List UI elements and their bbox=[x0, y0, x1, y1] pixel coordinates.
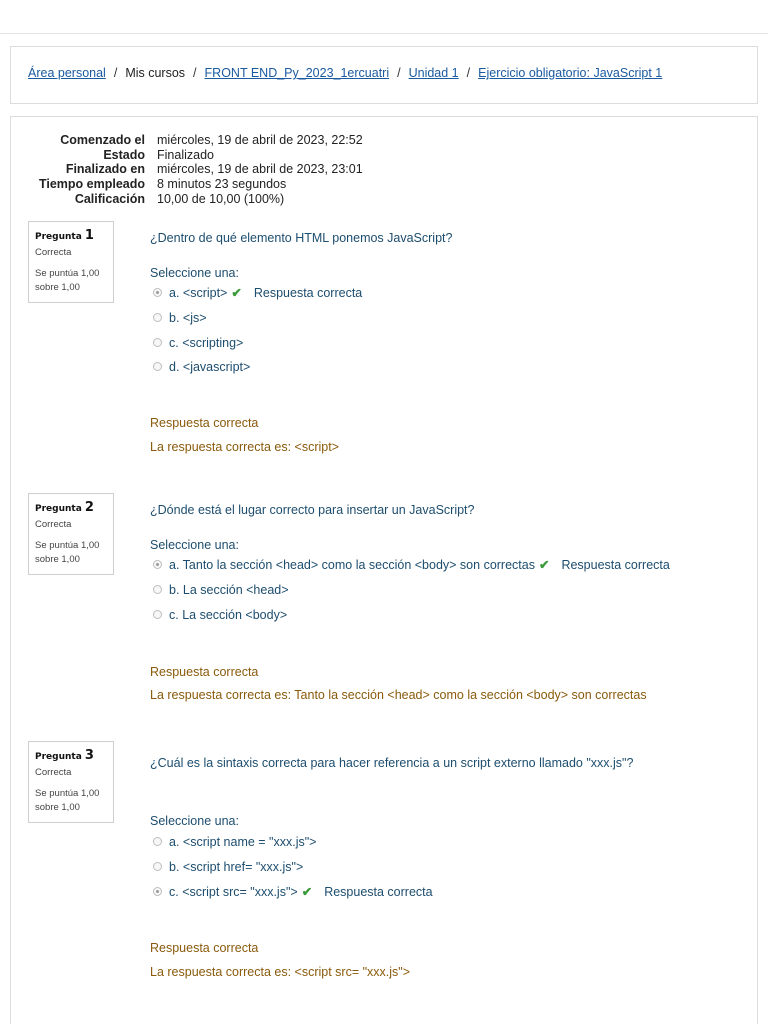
answer-option[interactable]: a. <script name = "xxx.js"> bbox=[153, 834, 316, 850]
breadcrumb-separator: / bbox=[397, 66, 401, 80]
question-number: Pregunta 3 bbox=[35, 748, 94, 763]
breadcrumb-course[interactable]: FRONT END_Py_2023_1ercuatri bbox=[204, 66, 390, 80]
radio-icon[interactable] bbox=[153, 288, 162, 297]
question-grade: Se puntúa 1,00 sobre 1,00 bbox=[35, 788, 100, 813]
answer-prompt: Seleccione una: bbox=[150, 538, 239, 552]
answer-option[interactable]: b. <js> bbox=[153, 310, 207, 326]
answer-prompt: Seleccione una: bbox=[150, 266, 239, 280]
breadcrumb-card bbox=[10, 46, 758, 104]
summary-row-state bbox=[0, 148, 768, 163]
feedback-general: Respuesta correcta bbox=[150, 941, 259, 955]
summary-label: Comenzado el bbox=[60, 133, 145, 147]
radio-icon[interactable] bbox=[153, 560, 162, 569]
answer-prompt: Seleccione una: bbox=[150, 814, 239, 828]
radio-icon[interactable] bbox=[153, 862, 162, 871]
radio-icon[interactable] bbox=[153, 585, 162, 594]
radio-icon[interactable] bbox=[153, 313, 162, 322]
answer-option[interactable]: c. La sección <body> bbox=[153, 607, 287, 623]
summary-value: Finalizado bbox=[157, 148, 214, 162]
answer-option[interactable]: b. <script href= "xxx.js"> bbox=[153, 859, 303, 875]
summary-label: Finalizado en bbox=[65, 162, 145, 176]
summary-label: Estado bbox=[103, 148, 145, 162]
breadcrumb-area-personal[interactable]: Área personal bbox=[28, 66, 106, 80]
check-icon: ✔ bbox=[301, 885, 313, 899]
feedback-right-answer: La respuesta correcta es: Tanto la sección <head> como la sección <body> son correctas bbox=[150, 688, 647, 702]
summary-row-finished bbox=[0, 162, 768, 177]
breadcrumb bbox=[28, 66, 662, 80]
question-number: Pregunta 1 bbox=[35, 228, 94, 243]
answer-option[interactable]: b. La sección <head> bbox=[153, 582, 289, 598]
correct-answer-tag: Respuesta correcta bbox=[561, 558, 670, 572]
breadcrumb-separator: / bbox=[193, 66, 197, 80]
breadcrumb-quiz[interactable]: Ejercicio obligatorio: JavaScript 1 bbox=[478, 66, 663, 80]
summary-label: Tiempo empleado bbox=[38, 177, 145, 191]
question-info-box bbox=[28, 741, 114, 823]
question-grade: Se puntúa 1,00 sobre 1,00 bbox=[35, 268, 100, 293]
feedback-general: Respuesta correcta bbox=[150, 416, 259, 430]
breadcrumb-separator: / bbox=[466, 66, 471, 80]
summary-value: 10,00 de 10,00 (100%) bbox=[157, 192, 285, 206]
summary-value: miércoles, 19 de abril de 2023, 23:01 bbox=[157, 162, 363, 176]
question-info-box bbox=[28, 493, 114, 575]
summary-row-grade bbox=[0, 192, 768, 207]
question-text: ¿Dentro de qué elemento HTML ponemos JavaScript? bbox=[150, 231, 453, 245]
feedback-general: Respuesta correcta bbox=[150, 665, 259, 679]
breadcrumb-separator: / bbox=[113, 66, 118, 80]
feedback-right-answer: La respuesta correcta es: <script> bbox=[150, 440, 339, 454]
answer-option[interactable]: c. <script src= "xxx.js"> ✔ Respuesta correcta bbox=[153, 884, 433, 900]
question-text: ¿Cuál es la sintaxis correcta para hacer referencia a un script externo llamado "xxx.js"? bbox=[150, 756, 634, 770]
question-text: ¿Dónde está el lugar correcto para insertar un JavaScript? bbox=[150, 503, 475, 517]
question-info-box bbox=[28, 221, 114, 303]
question-state: Correcta bbox=[35, 767, 72, 778]
question-grade: Se puntúa 1,00 sobre 1,00 bbox=[35, 540, 100, 565]
answer-option[interactable]: c. <scripting> bbox=[153, 335, 243, 351]
summary-value: miércoles, 19 de abril de 2023, 22:52 bbox=[157, 133, 363, 147]
correct-answer-tag: Respuesta correcta bbox=[324, 885, 433, 899]
question-state: Correcta bbox=[35, 247, 72, 258]
answer-option[interactable]: a. <script> ✔ Respuesta correcta bbox=[153, 285, 362, 301]
feedback-right-answer: La respuesta correcta es: <script src= "xxx.js"> bbox=[150, 965, 411, 979]
check-icon: ✔ bbox=[538, 558, 550, 572]
summary-row-started bbox=[0, 133, 768, 148]
summary-row-time bbox=[0, 177, 768, 192]
radio-icon[interactable] bbox=[153, 362, 162, 371]
check-icon: ✔ bbox=[231, 286, 242, 300]
question-number: Pregunta 2 bbox=[35, 500, 94, 515]
top-navbar bbox=[0, 0, 768, 34]
question-state: Correcta bbox=[35, 519, 72, 530]
radio-icon[interactable] bbox=[153, 887, 162, 896]
correct-answer-tag: Respuesta correcta bbox=[253, 286, 363, 300]
radio-icon[interactable] bbox=[153, 338, 162, 347]
radio-icon[interactable] bbox=[153, 610, 162, 619]
answer-option[interactable]: a. Tanto la sección <head> como la sección <body> son correctas ✔ Respuesta correcta bbox=[153, 557, 670, 573]
breadcrumb-mis-cursos: Mis cursos bbox=[125, 66, 186, 80]
radio-icon[interactable] bbox=[153, 837, 162, 846]
breadcrumb-unit[interactable]: Unidad 1 bbox=[408, 66, 459, 80]
answer-option[interactable]: d. <javascript> bbox=[153, 359, 250, 375]
summary-label: Calificación bbox=[74, 192, 145, 206]
summary-value: 8 minutos 23 segundos bbox=[157, 177, 287, 191]
